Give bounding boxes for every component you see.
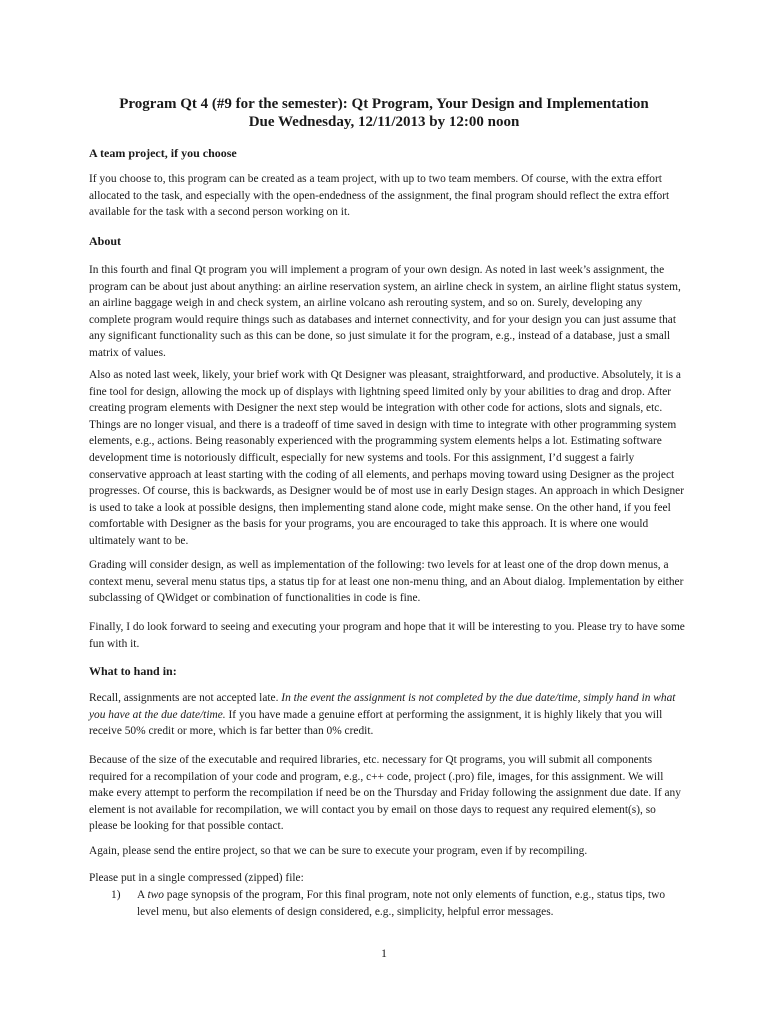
about-heading: About (89, 234, 122, 248)
recompilation-paragraph: Because of the size of the executable and required libraries, etc. necessary for Qt programs, you will submit all components required for a recompilation of your code and program, e.g., c++ code, project (.pro) file, images, for this assignment. We will make every attempt to perform the recompilation if need be on the Thursday and Friday following the assignment due date. If any element is not available for recompilation, we will contact you by email on those days to request any required element(s), so please be looking for that possible contact. (89, 754, 681, 833)
about-paragraph-1: In this fourth and final Qt program you will implement a program of your own design. As noted in last week’s assignment, the program can be about just about anything: an airline reservation system, an airline check in system, an airline flight status system, an airline baggage weigh in and check system, an airline volcano ash rerouting system, and so on. Surely, developing any complete program would require things such as databases and internet connectivity, and for your design you can just assume that any significant functionality such as this can be done, so just simulate it for the program, e.g., instead of a database, just a small matrix of values. (89, 264, 681, 359)
list-item-text (137, 887, 689, 920)
due-date-title: Due Wednesday, 12/11/2013 by 12:00 noon (248, 114, 520, 130)
list-text-start: A (137, 889, 148, 901)
put-in-paragraph: Please put in a single compressed (zipped) file: (89, 872, 304, 884)
recall-text-end: If you have made a genuine effort at performing the assignment, it is highly likely that you will receive 50% credit or more, which is far better than 0% credit. (89, 708, 663, 738)
list-text-end: page synopsis of the program, For this final program, note not only elements of function, e.g., status tips, two level menu, but also elements of design considered, e.g., simplicity, helpful error messages. (137, 889, 666, 918)
document-title: Program Qt 4 (#9 for the semester): Qt Program, Your Design and Implementation (119, 96, 649, 112)
list-emphasis: two (147, 889, 164, 901)
finally-paragraph: Finally, I do look forward to seeing and executing your program and hope that it will be interesting to you. Please try to have some fun with it. (89, 621, 685, 650)
recall-paragraph (89, 690, 685, 740)
hand-in-heading: What to hand in: (89, 664, 177, 678)
again-paragraph: Again, please send the entire project, so that we can be sure to execute your program, even if by recompiling. (89, 845, 588, 857)
about-paragraph-2: Also as noted last week, likely, your brief work with Qt Designer was pleasant, straightforward, and productive. Absolutely, it is a fine tool for design, allowing the mock up of displays with lightning speed limited only by your abilities to drag and drop. After creating program elements with Designer the next step would be integration with other code for actions, slots and signals, etc. Things are no longer visual, and there is a tradeoff of time saved in design with time to integrate with other programming system elements, e.g., actions. Being reasonably experienced with the programming system elements helps a lot. Estimating software development time is notoriously difficult, especially for new systems and tools. For this assignment, I’d suggest a fairly conservative approach at least starting with the coding of all elements, and perhaps moving toward using Designer as the project progresses. Of course, this is backwards, as Designer would be of most use in early Design stages. An approach in which Designer is used to take a look at possible designs, then implementing stand alone code, might make sense. On the other hand, if you feel comfortable with Designer as the basis for your programs, you are encouraged to take this approach. It is where one would ultimately want to be. (89, 369, 685, 547)
team-project-heading: A team project, if you choose (89, 146, 237, 160)
team-project-paragraph: If you choose to, this program can be created as a team project, with up to two team members. Of course, with the extra effort allocated to the task, and especially with the open-endedness of the assignment, the final program should reflect the extra effort available for the task with a second person working on it. (89, 173, 670, 219)
list-number: 1) (111, 889, 121, 901)
recall-emphasis: In the event the assignment is not completed by the due date/time, simply hand in what you have at the due date/time. (89, 692, 676, 721)
recall-text-start: Recall, assignments are not accepted late. (89, 692, 282, 704)
grading-paragraph: Grading will consider design, as well as implementation of the following: two levels for at least one of the drop down menus, a context menu, several menu status tips, a status tip for at least one non-menu thing, and an About dialog. Implementation by either subclassing of QWidget or combination of functionalities in code is fine. (89, 559, 684, 605)
page-number: 1 (381, 946, 387, 960)
